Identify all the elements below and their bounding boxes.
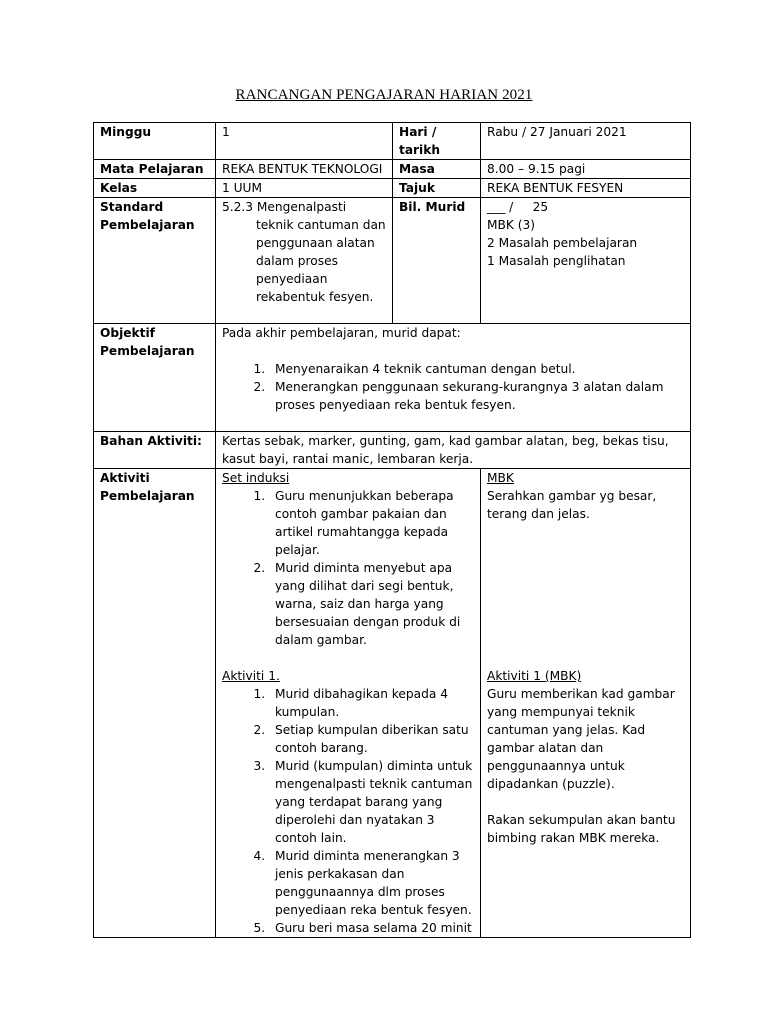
standard-label-line2: Pembelajaran bbox=[100, 218, 195, 232]
mbk1-heading: Aktiviti 1 (MBK) bbox=[487, 669, 582, 683]
row-bahan bbox=[94, 432, 691, 469]
aktiviti1-item: 2. Setiap kumpulan diberikan satu contoh barang. bbox=[269, 721, 476, 757]
standard-line: penggunaan alatan bbox=[256, 236, 375, 250]
bil-murid-note: 1 Masalah penglihatan bbox=[487, 254, 626, 268]
standard-label-line1: Standard bbox=[100, 200, 164, 214]
bil-murid-count: ___ / 25 bbox=[487, 200, 549, 214]
mbk1-text2: Rakan sekumpulan akan bantu bimbing rakan MBK mereka. bbox=[487, 813, 676, 845]
hari-value: Rabu / 27 Januari 2021 bbox=[481, 123, 691, 160]
row-objektif bbox=[94, 324, 691, 432]
bahan-value: Kertas sebak, marker, gunting, gam, kad gambar alatan, beg, bekas tisu, kasut bayi, rantai manic, lembaran kerja. bbox=[216, 432, 691, 469]
aktiviti-label-line1: Aktiviti bbox=[100, 471, 150, 485]
standard-line: teknik cantuman dan bbox=[256, 218, 386, 232]
bil-murid-note: 2 Masalah pembelajaran bbox=[487, 236, 638, 250]
bahan-label: Bahan Aktiviti: bbox=[94, 432, 216, 469]
aktiviti-main bbox=[216, 469, 481, 938]
row-minggu bbox=[94, 123, 691, 160]
set-induksi-item: 2. Murid diminta menyebut apa yang dilihat dari segi bentuk, warna, saiz dan harga yang bersesuaian dengan produk di dalam gambar. bbox=[269, 559, 476, 649]
bil-murid-value bbox=[481, 198, 691, 324]
aktiviti1-item: 3. Murid (kumpulan) diminta untuk mengenalpasti teknik cantuman yang terdapat barang yang diperolehi dan nyatakan 3 contoh lain. bbox=[269, 757, 476, 847]
objektif-item: 2. Menerangkan penggunaan sekurang-kurangnya 3 alatan dalam proses penyediaan reka bentuk fesyen. bbox=[269, 378, 686, 414]
tajuk-label: Tajuk bbox=[393, 179, 481, 198]
hari-label bbox=[393, 123, 481, 160]
minggu-value: 1 bbox=[216, 123, 393, 160]
objektif-label-line1: Objektif bbox=[100, 326, 155, 340]
masa-label: Masa bbox=[393, 160, 481, 179]
aktiviti1-heading: Aktiviti 1. bbox=[222, 669, 280, 683]
objektif-label bbox=[94, 324, 216, 432]
standard-line: rekabentuk fesyen. bbox=[256, 290, 374, 304]
row-kelas bbox=[94, 179, 691, 198]
set-induksi-item: 1. Guru menunjukkan beberapa contoh gambar pakaian dan artikel rumahtangga kepada pelajar. bbox=[269, 487, 476, 559]
aktiviti1-item: 4. Murid diminta menerangkan 3 jenis perkakasan dan penggunaannya dlm proses penyediaan reka bentuk fesyen. bbox=[269, 847, 476, 919]
bil-murid-note: MBK (3) bbox=[487, 218, 536, 232]
objektif-intro: Pada akhir pembelajaran, murid dapat: bbox=[222, 326, 461, 340]
mbk-heading: MBK bbox=[487, 471, 514, 485]
mbk1-text: Guru memberikan kad gambar yang mempunyai teknik cantuman yang jelas. Kad gambar alatan dan penggunaannya untuk dipadankan (puzzle). bbox=[487, 687, 675, 791]
aktiviti-label bbox=[94, 469, 216, 938]
standard-label bbox=[94, 198, 216, 324]
row-mata-pelajaran bbox=[94, 160, 691, 179]
standard-line: penyediaan bbox=[256, 272, 328, 286]
aktiviti1-list bbox=[222, 685, 476, 937]
aktiviti1-item: 1. Murid dibahagikan kepada 4 kumpulan. bbox=[269, 685, 476, 721]
mbk-text: Serahkan gambar yg besar, terang dan jelas. bbox=[487, 489, 657, 521]
bil-murid-label: Bil. Murid bbox=[393, 198, 481, 324]
aktiviti-label-line2: Pembelajaran bbox=[100, 489, 195, 503]
page-title: RANCANGAN PENGAJARAN HARIAN 2021 bbox=[235, 87, 533, 103]
objektif-item: 1. Menyenaraikan 4 teknik cantuman dengan betul. bbox=[269, 360, 686, 378]
kelas-value: 1 UUM bbox=[216, 179, 393, 198]
mata-pelajaran-value: REKA BENTUK TEKNOLOGI bbox=[216, 160, 393, 179]
set-induksi-list bbox=[222, 487, 476, 649]
objektif-list bbox=[222, 360, 686, 414]
hari-label-line1: Hari / bbox=[399, 125, 437, 139]
tajuk-value: REKA BENTUK FESYEN bbox=[481, 179, 691, 198]
mata-pelajaran-label: Mata Pelajaran bbox=[94, 160, 216, 179]
masa-value: 8.00 – 9.15 pagi bbox=[481, 160, 691, 179]
aktiviti-mbk bbox=[481, 469, 691, 938]
kelas-label: Kelas bbox=[94, 179, 216, 198]
hari-label-line2: tarikh bbox=[399, 143, 441, 157]
row-aktiviti bbox=[94, 469, 691, 938]
standard-line: dalam proses bbox=[256, 254, 338, 268]
row-standard bbox=[94, 198, 691, 324]
objektif-label-line2: Pembelajaran bbox=[100, 344, 195, 358]
set-induksi-heading: Set induksi bbox=[222, 471, 290, 485]
lesson-plan-table bbox=[93, 122, 691, 938]
minggu-label: Minggu bbox=[94, 123, 216, 160]
objektif-value bbox=[216, 324, 691, 432]
aktiviti1-item: 5. Guru beri masa selama 20 minit bbox=[269, 919, 476, 937]
standard-line: 5.2.3 Mengenalpasti bbox=[222, 200, 347, 214]
standard-value bbox=[216, 198, 393, 324]
